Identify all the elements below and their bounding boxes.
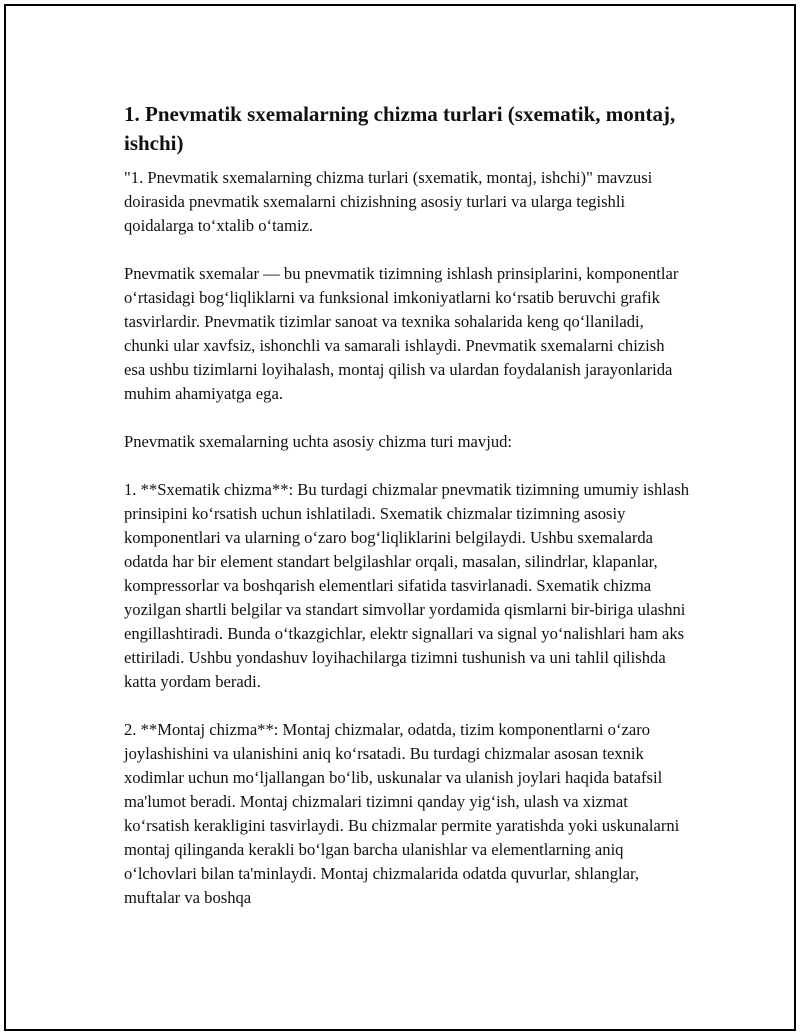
paragraph-definition: Pnevmatik sxemalar — bu pnevmatik tizimning ishlash prinsiplarini, komponentlar o‘rtasidagi bog‘liqliklarni va funksional imkoniyatlarni ko‘rsatib beruvchi grafik tasvirlardir. Pnevmatik tizimlar sanoat va texnika sohalarida keng qo‘llaniladi, chunki ular xavfsiz, ishonchli va samarali ishlaydi. Pnevmatik sxemalarni chizish esa ushbu tizimlarni loyihalash, montaj qilish va ulardan foydalanish jarayonlarida muhim ahamiyatga ega. [124,264,679,403]
page-frame [4,4,796,1031]
paragraph-assembly: 2. **Montaj chizma**: Montaj chizmalar, odatda, tizim komponentlarni o‘zaro joylashishini va ulanishini aniq ko‘rsatadi. Bu turdagi chizmalar asosan texnik xodimlar uchun mo‘ljallangan bo‘lib, uskunalar va ulanish joylari haqida batafsil ma'lumot beradi. Montaj chizmalari tizimni qanday yig‘ish, ulash va xizmat ko‘rsatish kerakligini tasvirlaydi. Bu chizmalar permite yaratishda yoki uskunalarni montaj qilinganda kerakli bo‘lgan barcha ulanishlar va elementlarning aniq o‘lchovlari bilan ta'minlaydi. Montaj chizmalarida odatda quvurlar, shlanglar, muftalar va boshqa [124,720,680,907]
paragraph-schematic: 1. **Sxematik chizma**: Bu turdagi chizmalar pnevmatik tizimning umumiy ishlash prinsipini ko‘rsatish uchun ishlatiladi. Sxematik chizmalar tizimning asosiy komponentlari va ularning o‘zaro bog‘liqliklarini belgilaydi. Ushbu sxemalarda odatda har bir element standart belgilashlar orqali, masalan, silindrlar, klapanlar, kompressorlar va boshqarish elementlari sifatida tasvirlanadi. Sxematik chizma yozilgan shartli belgilar va standart simvollar yordamida qismlarni bir-biriga ulashni engillashtiradi. Bunda o‘tkazgichlar, elektr signallari va signal yo‘nalishlari ham aks ettiriladi. Ushbu yondashuv loyihachilarga tizimni tushunish va uni tahlil qilishda katta yordam beradi. [124,480,690,691]
paragraph-types-intro: Pnevmatik sxemalarning uchta asosiy chizma turi mavjud: [124,432,513,451]
document-body [124,100,689,934]
document-title: 1. Pnevmatik sxemalarning chizma turlari (sxematik, montaj, ishchi) [124,102,676,155]
paragraph-intro: "1. Pnevmatik sxemalarning chizma turlari (sxematik, montaj, ishchi)" mavzusi doirasida pnevmatik sxemalarni chizishning asosiy turlari va ularga tegishli qoidalarga to‘xtalib o‘tamiz. [124,168,653,235]
